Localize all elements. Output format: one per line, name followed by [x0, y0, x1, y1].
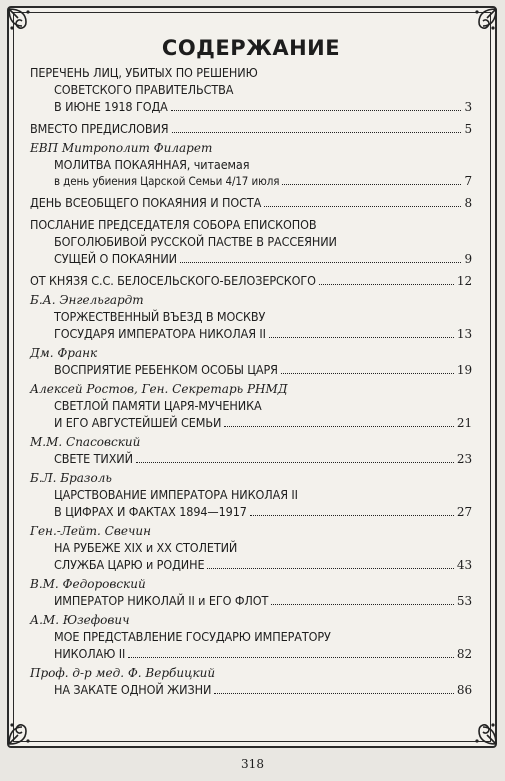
toc-entry-page: 53 — [456, 594, 472, 608]
toc-entry-page: 23 — [456, 452, 472, 466]
toc-entry-title-line: СВЕТЛОЙ ПАМЯТИ ЦАРЯ-МУЧЕНИКА — [54, 398, 262, 413]
toc-entry-title-line: И ЕГО АВГУСТЕЙШЕЙ СЕМЬИ — [54, 415, 222, 430]
toc-entry-title-line: ВМЕСТО ПРЕДИСЛОВИЯ — [30, 121, 169, 136]
toc-entry-author: Алексей Ростов, Ген. Секретарь РНМД — [30, 382, 288, 396]
corner-ornament-icon — [6, 709, 44, 747]
toc-entry-title-line: ГОСУДАРЯ ИМПЕРАТОРА НИКОЛАЯ II — [54, 326, 266, 341]
toc-entry-title-line: ПЕРЕЧЕНЬ ЛИЦ, УБИТЫХ ПО РЕШЕНИЮ — [30, 65, 258, 80]
toc-entry-title-line: ЦАРСТВОВАНИЕ ИМПЕРАТОРА НИКОЛАЯ II — [54, 487, 298, 502]
toc-entry-title-line: ОТ КНЯЗЯ С.С. БЕЛОСЕЛЬСКОГО-БЕЛОЗЕРСКОГО — [30, 273, 316, 288]
toc-entry[interactable] — [30, 212, 472, 268]
toc-entry-author: ЕВП Митрополит Филарет — [30, 141, 213, 155]
dot-leader — [207, 568, 453, 569]
toc-entry[interactable] — [30, 64, 472, 116]
toc-entry-author: Б.Л. Бразоль — [30, 471, 112, 485]
dot-leader — [282, 184, 461, 185]
dot-leader — [171, 110, 462, 111]
dot-leader — [224, 426, 454, 427]
toc-entry-title-line: ПОСЛАНИЕ ПРЕДСЕДАТЕЛЯ СОБОРА ЕПИСКОПОВ — [30, 217, 317, 232]
toc-entry-author: Дм. Франк — [30, 346, 98, 360]
dot-leader — [281, 373, 454, 374]
toc-entry[interactable] — [30, 346, 472, 379]
toc-entry[interactable] — [30, 435, 472, 468]
toc-entry[interactable] — [30, 141, 472, 190]
toc-entry-author: М.М. Спасовский — [30, 435, 141, 449]
toc-entry-title-line: БОГОЛЮБИВОЙ РУССКОЙ ПАСТВЕ В РАССЕЯНИИ — [54, 234, 337, 249]
toc-entry-title-line: ИМПЕРАТОР НИКОЛАЙ II и ЕГО ФЛОТ — [54, 593, 269, 608]
dot-leader — [250, 515, 454, 516]
toc-entry-page: 86 — [456, 683, 472, 697]
toc-entry-title-line: НА ЗАКАТЕ ОДНОЙ ЖИЗНИ — [54, 682, 212, 697]
toc-entry-page: 13 — [456, 327, 472, 341]
dot-leader — [271, 604, 454, 605]
toc-entry-author: В.М. Федоровский — [30, 577, 146, 591]
toc-entry[interactable] — [30, 116, 472, 138]
toc-entry[interactable] — [30, 190, 472, 212]
toc-entry-page: 82 — [456, 647, 472, 661]
toc-entry-page: 5 — [464, 122, 472, 136]
toc-entry[interactable] — [30, 471, 472, 521]
toc-entry[interactable] — [30, 382, 472, 432]
toc-entry[interactable] — [30, 613, 472, 663]
toc-entry-page: 3 — [464, 100, 472, 114]
toc-entry-author: Ген.-Лейт. Свечин — [30, 524, 152, 538]
dot-leader — [319, 284, 454, 285]
toc-entry-title-line: В ЦИФРАХ И ФАКТАХ 1894—1917 — [54, 504, 247, 519]
toc-entry-title-line: ВОСПРИЯТИЕ РЕБЕНКОМ ОСОБЫ ЦАРЯ — [54, 362, 278, 377]
dot-leader — [136, 462, 454, 463]
toc-entry-page: 9 — [464, 252, 472, 266]
toc-entry-page: 12 — [456, 274, 472, 288]
toc-entry-title-line: ДЕНЬ ВСЕОБЩЕГО ПОКАЯНИЯ И ПОСТА — [30, 195, 262, 210]
toc-entry[interactable] — [30, 524, 472, 574]
toc-entry-title-line: В ИЮНЕ 1918 ГОДА — [54, 99, 168, 114]
toc-entry-title-line: СОВЕТСКОГО ПРАВИТЕЛЬСТВА — [54, 82, 234, 97]
dot-leader — [128, 657, 454, 658]
toc-entry-title-line: ТОРЖЕСТВЕННЫЙ ВЪЕЗД В МОСКВУ — [54, 309, 266, 324]
toc-entry-page: 43 — [456, 558, 472, 572]
toc-entry-title-line: НА РУБЕЖЕ XIX и XX СТОЛЕТИЙ — [54, 540, 238, 555]
toc-entry-title-line: НИКОЛАЮ II — [54, 646, 126, 661]
toc-entry-page: 8 — [464, 196, 472, 210]
toc-entry-title-line: СУЩЕЙ О ПОКАЯНИИ — [54, 251, 177, 266]
toc-entry-page: 19 — [456, 363, 472, 377]
toc-entry[interactable] — [30, 268, 472, 290]
toc-entry-author: А.М. Юзефович — [30, 613, 130, 627]
toc-entry[interactable] — [30, 577, 472, 610]
toc-entry[interactable] — [30, 666, 472, 699]
corner-ornament-icon — [461, 709, 499, 747]
dot-leader — [264, 206, 461, 207]
page-title: СОДЕРЖАНИЕ — [161, 36, 341, 60]
toc-entry-title-line: МОЛИТВА ПОКАЯННАЯ, читаемая — [54, 157, 250, 172]
toc-entry-author: Проф. д-р мед. Ф. Вербицкий — [30, 666, 216, 680]
table-of-contents — [30, 36, 472, 699]
toc-entry[interactable] — [30, 293, 472, 343]
toc-entry-page: 27 — [456, 505, 472, 519]
toc-entry-page: 21 — [456, 416, 472, 430]
toc-entry-title-line: МОЕ ПРЕДСТАВЛЕНИЕ ГОСУДАРЮ ИМПЕРАТОРУ — [54, 629, 331, 644]
dot-leader — [172, 132, 462, 133]
dot-leader — [269, 337, 454, 338]
toc-entry-title-line: в день убиения Царской Семьи 4/17 июля — [54, 174, 280, 188]
toc-entry-author: Б.А. Энгельгардт — [30, 293, 144, 307]
toc-entry-page: 7 — [464, 174, 472, 188]
toc-entry-title-line: СВЕТЕ ТИХИЙ — [54, 451, 133, 466]
dot-leader — [214, 693, 454, 694]
dot-leader — [180, 262, 461, 263]
toc-list — [30, 64, 472, 699]
toc-entry-title-line: СЛУЖБА ЦАРЮ и РОДИНЕ — [54, 557, 205, 572]
page-number: 318 — [241, 757, 264, 771]
